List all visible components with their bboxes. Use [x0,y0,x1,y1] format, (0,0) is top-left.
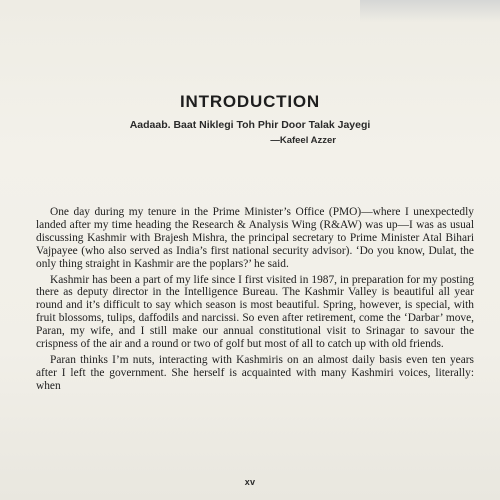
paragraph: Kashmir has been a part of my life since I first visited in 1987, in preparation for my posting there as deputy director in the Intelligence Bureau. The Kashmir Valley is beautiful all year round and it’s difficult to say which season is most beautiful. Spring, however, is special, with fruit blossoms, tulips, daffodils and narcissi. So even after retirement, come the ‘Darbar’ move, Paran, my wife, and I still make our annual constitutional visit to Srinagar to savour the crispness of the air and a round or two of golf but most of all to catch up with old friends. [36,273,474,351]
page-number: xv [244,477,256,487]
paragraph: One day during my tenure in the Prime Minister’s Office (PMO)—where I unexpectedly landed after my time heading the Research & Analysis Wing (R&AW) was up—I was as usual discussing Kashmir with Brajesh Mishra, the principal secretary to Prime Minister Atal Bihari Vajpayee (who also served as India’s first national security advisor). ‘Do you know, Dulat, the only thing straight in Kashmir are the poplars?’ he said. [36,206,474,270]
epigraph-attribution: —Kafeel Azzer [270,135,336,146]
paragraph: Paran thinks I’m nuts, interacting with Kashmiris on an almost daily basis even ten years after I left the government. She herself is acquainted with many Kashmiri voices, literally: when [36,353,474,392]
body-text [36,206,474,393]
epigraph: Aadaab. Baat Niklegi Toh Phir Door Talak Jayegi [129,119,371,131]
chapter-heading: INTRODUCTION [180,92,320,111]
facing-page-bleed [360,0,500,22]
